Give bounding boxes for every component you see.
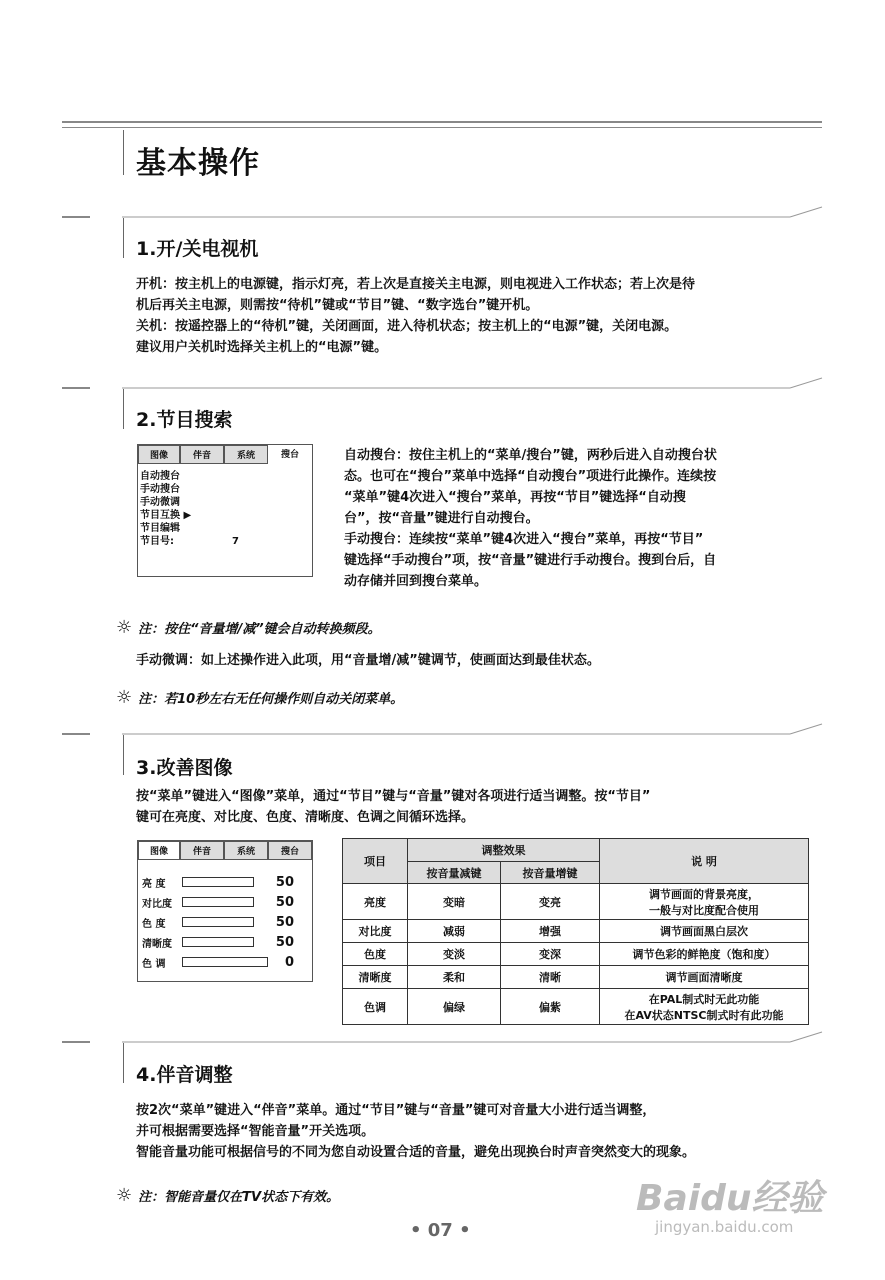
table-cell — [600, 989, 809, 1025]
section-bar — [123, 389, 124, 429]
text-line: 台”，按“音量”键进行自动搜台。 — [344, 511, 539, 526]
note-text: 注：智能音量仅在TV状态下有效。 — [138, 1190, 340, 1205]
table-cell — [600, 884, 809, 920]
desc-line: 一般与对比度配合使用 — [649, 903, 759, 917]
osd-slider-sharpness — [138, 932, 312, 952]
picture-menu-osd — [137, 840, 313, 982]
text-line: 态。也可在“搜台”菜单中选择“自动搜台”项进行此操作。连续按 — [344, 469, 717, 484]
text-line: 键选择“手动搜台”项，按“音量”键进行手动搜台。搜到台后，自 — [344, 553, 717, 568]
osd-tabs — [138, 841, 312, 860]
osd-tabs — [138, 445, 312, 464]
picture-adjust-table — [342, 838, 809, 1025]
power-paragraph — [136, 274, 826, 358]
section-bar — [123, 1043, 124, 1083]
text-line: 按2次“菜单”键进入“伴音”菜单。通过“节目”键与“音量”键可对音量大小进行适当调整， — [136, 1103, 656, 1118]
text-line: 机后再关主电源，则需按“待机”键或“节目”键、“数字选台”键开机。 — [136, 298, 539, 313]
osd-item-program-no — [138, 535, 312, 548]
fine-tune-text: 手动微调：如上述操作进入此项，用“音量增/减”键调节，使画面达到最佳状态。 — [136, 653, 600, 668]
sound-paragraph — [136, 1100, 836, 1163]
slider-value: 50 — [275, 894, 294, 910]
osd-tab-search: 搜台 — [268, 841, 312, 860]
table-row — [343, 943, 809, 966]
slider-bar — [182, 897, 254, 907]
slider-value: 50 — [275, 934, 294, 950]
text-line: 动存储并回到搜台菜单。 — [344, 574, 488, 589]
table-header: 按音量减键 — [408, 862, 501, 884]
table-header: 按音量增键 — [501, 862, 600, 884]
desc-line: 在PAL制式时无此功能 — [648, 992, 760, 1006]
page-number: • 07 • — [410, 1220, 471, 1241]
osd-tab-sound: 伴音 — [180, 841, 224, 860]
note-text: 注：若10秒左右无任何操作则自动关闭菜单。 — [138, 692, 404, 707]
text-line: 智能音量功能可根据信号的不同为您自动设置合适的音量，避免出现换台时声音突然变大的现象。 — [136, 1145, 696, 1160]
section-divider — [0, 205, 885, 225]
text-line: 手动搜台：连续按“菜单”键4次进入“搜台”菜单，再按“节目” — [344, 532, 704, 547]
table-row — [343, 920, 809, 943]
slider-label: 色 度 — [142, 918, 166, 930]
table-cell: 减弱 — [408, 920, 501, 943]
table-cell: 调节色彩的鲜艳度（饱和度） — [600, 943, 809, 966]
table-header: 说 明 — [600, 839, 809, 884]
table-header: 调整效果 — [408, 839, 600, 862]
osd-tab-system: 系统 — [224, 841, 268, 860]
table-cell: 清晰 — [501, 966, 600, 989]
watermark-url: jingyan.baidu.com — [655, 1218, 794, 1236]
osd-tab-sound: 伴音 — [180, 445, 224, 464]
note-band-switch — [116, 618, 381, 637]
table-cell: 变亮 — [501, 884, 600, 920]
desc-line: 调节画面的背景亮度， — [649, 887, 759, 901]
osd-program-number: 7 — [232, 536, 239, 547]
section-bar — [123, 218, 124, 258]
osd-tab-system: 系统 — [224, 445, 268, 464]
osd-item: 手动搜台 — [140, 484, 180, 495]
title-bar — [123, 130, 124, 175]
table-cell: 调节画面清晰度 — [600, 966, 809, 989]
section-heading-picture: 3.改善图像 — [136, 757, 233, 779]
table-cell: 色度 — [343, 943, 408, 966]
text-line: 并可根据需要选择“智能音量”开关选项。 — [136, 1124, 375, 1139]
text-line: “菜单”键4次进入“搜台”菜单，再按“节目”键选择“自动搜 — [344, 490, 686, 505]
top-rule-thin — [62, 127, 822, 128]
table-cell: 变淡 — [408, 943, 501, 966]
sun-icon: ☼ — [116, 686, 133, 708]
osd-slider-color — [138, 912, 312, 932]
section-divider — [0, 722, 885, 742]
section-heading-power: 1.开/关电视机 — [136, 238, 259, 260]
slider-value: 50 — [275, 874, 294, 890]
osd-slider-brightness — [138, 872, 312, 892]
table-cell: 亮度 — [343, 884, 408, 920]
slider-label: 亮 度 — [142, 878, 166, 890]
osd-tab-picture: 图像 — [138, 445, 180, 464]
section-divider — [0, 1030, 885, 1050]
slider-label: 对比度 — [142, 898, 172, 910]
osd-item: 节目互换 ▶ — [140, 510, 192, 521]
section-heading-search: 2.节目搜索 — [136, 409, 233, 431]
table-cell: 偏紫 — [501, 989, 600, 1025]
slider-bar — [182, 957, 268, 967]
watermark-logo: Baidu经验 — [636, 1178, 824, 1219]
table-cell: 变深 — [501, 943, 600, 966]
slider-bar — [182, 877, 254, 887]
slider-bar — [182, 937, 254, 947]
table-cell: 增强 — [501, 920, 600, 943]
search-menu-osd — [137, 444, 313, 577]
osd-tab-search: 搜台 — [268, 445, 312, 464]
picture-paragraph — [136, 786, 826, 828]
slider-label: 色 调 — [142, 958, 166, 970]
note-auto-close — [116, 688, 403, 707]
table-cell: 柔和 — [408, 966, 501, 989]
osd-tab-picture: 图像 — [138, 841, 180, 860]
slider-value: 50 — [275, 914, 294, 930]
section-bar — [123, 735, 124, 775]
osd-item: 自动搜台 — [140, 471, 180, 482]
text-line: 建议用户关机时选择关主机上的“电源”键。 — [136, 340, 388, 355]
text-line: 键可在亮度、对比度、色度、清晰度、色调之间循环选择。 — [136, 810, 475, 825]
table-row — [343, 989, 809, 1025]
text-line: 开机：按主机上的电源键，指示灯亮，若上次是直接关主电源，则电视进入工作状态；若上次是待 — [136, 277, 696, 292]
table-row — [343, 966, 809, 989]
table-cell: 清晰度 — [343, 966, 408, 989]
osd-item-label: 节目号: — [140, 536, 174, 547]
section-divider — [0, 376, 885, 396]
table-cell: 色调 — [343, 989, 408, 1025]
osd-slider-contrast — [138, 892, 312, 912]
table-cell: 偏绿 — [408, 989, 501, 1025]
slider-bar — [182, 917, 254, 927]
note-text: 注：按住“音量增/减”键会自动转换频段。 — [138, 622, 381, 637]
slider-label: 清晰度 — [142, 938, 172, 950]
osd-slider-tint — [138, 952, 312, 972]
table-cell: 变暗 — [408, 884, 501, 920]
text-line: 按“菜单”键进入“图像”菜单，通过“节目”键与“音量”键对各项进行适当调整。按“节目” — [136, 789, 651, 804]
osd-item: 手动微调 — [140, 497, 180, 508]
page-title: 基本操作 — [136, 146, 260, 181]
search-paragraph — [344, 445, 814, 592]
table-cell: 对比度 — [343, 920, 408, 943]
text-line: 关机：按遥控器上的“待机”键，关闭画面，进入待机状态；按主机上的“电源”键，关闭电源。 — [136, 319, 678, 334]
table-header: 项目 — [343, 839, 408, 884]
table-cell: 调节画面黑白层次 — [600, 920, 809, 943]
osd-item: 节目编辑 — [140, 523, 180, 534]
text-line: 自动搜台：按住主机上的“菜单/搜台”键，两秒后进入自动搜台状 — [344, 448, 717, 463]
note-smart-volume — [116, 1186, 339, 1205]
table-row — [343, 884, 809, 920]
sun-icon: ☼ — [116, 1184, 133, 1206]
top-rule — [62, 121, 822, 123]
section-heading-sound: 4.伴音调整 — [136, 1064, 233, 1086]
desc-line: 在AV状态NTSC制式时有此功能 — [624, 1008, 784, 1022]
slider-value: 0 — [284, 954, 294, 970]
sun-icon: ☼ — [116, 616, 133, 638]
